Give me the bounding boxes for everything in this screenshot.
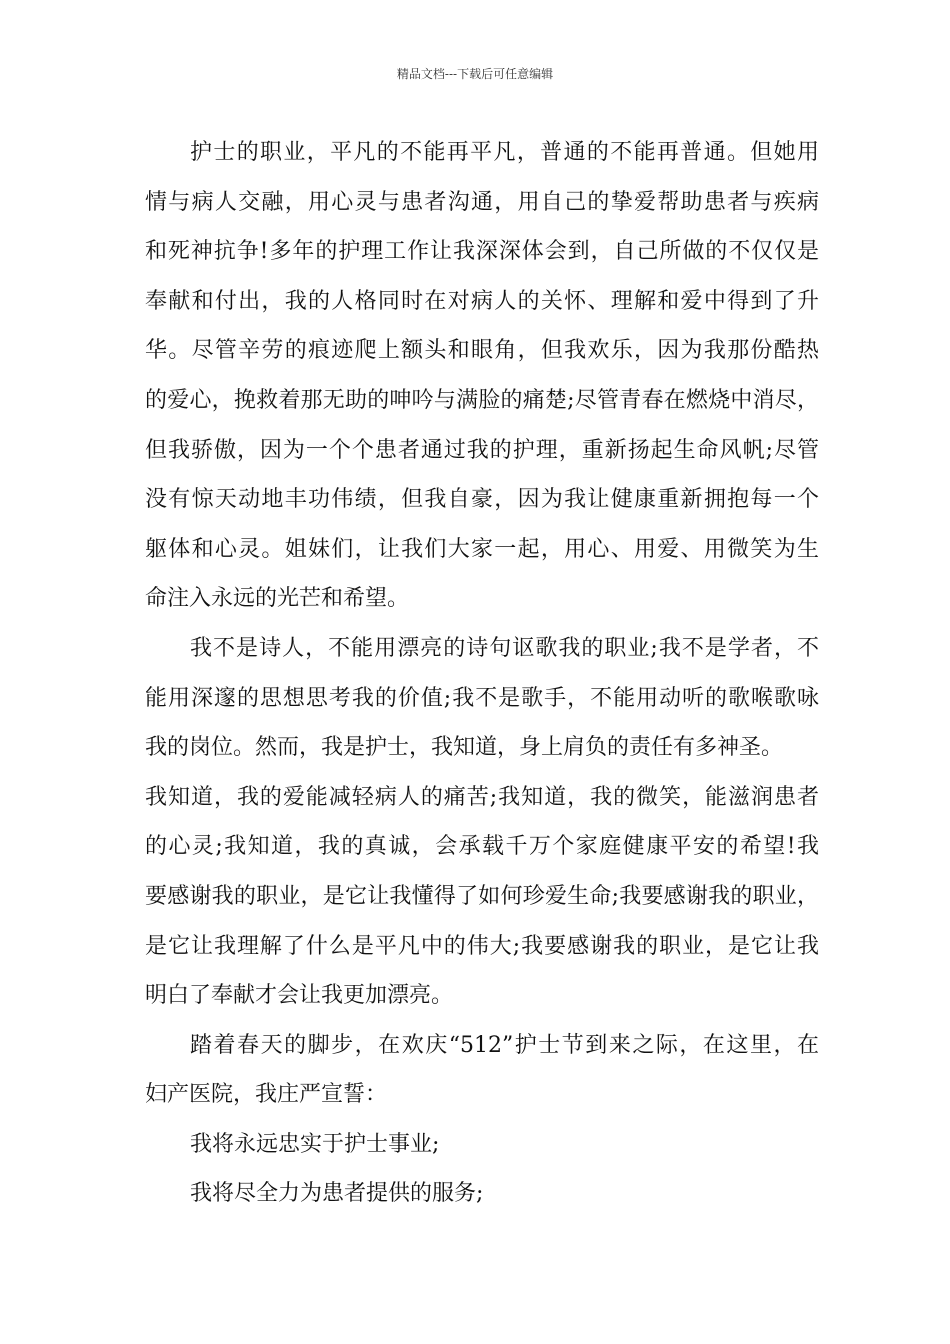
text-line: 情与病人交融，用心灵与患者沟通，用自己的挚爱帮助患者与疾病 [145, 189, 819, 215]
text-line: 我将尽全力为患者提供的服务; [190, 1181, 484, 1207]
text-line: 但我骄傲，因为一个个患者通过我的护理，重新扬起生命风帆;尽管 [145, 437, 819, 463]
text-line: 我不是诗人，不能用漂亮的诗句讴歌我的职业;我不是学者，不 [190, 635, 819, 661]
document-body [145, 128, 819, 1219]
text-line: 的心灵;我知道，我的真诚，会承载千万个家庭健康平安的希望!我 [145, 834, 819, 860]
text-line: 我将永远忠实于护士事业; [190, 1131, 440, 1157]
text-line: 踏着春天的脚步，在欢庆“512”护士节到来之际，在这里，在 [190, 1032, 819, 1058]
paragraph-2 [145, 624, 819, 1021]
text-line: 和死神抗争!多年的护理工作让我深深体会到，自己所做的不仅仅是 [145, 239, 819, 265]
text-line: 华。尽管辛劳的痕迹爬上额头和眼角，但我欢乐，因为我那份酷热 [145, 338, 819, 364]
page-header: 精品文档---下载后可任意编辑 [396, 67, 554, 81]
text-line: 是它让我理解了什么是平凡中的伟大;我要感谢我的职业，是它让我 [145, 933, 819, 959]
text-line: 的爱心，挽救着那无助的呻吟与满脸的痛楚;尽管青春在燃烧中消尽， [145, 387, 819, 413]
text-line: 能用深邃的思想思考我的价值;我不是歌手，不能用动听的歌喉歌咏 [145, 685, 819, 711]
paragraph-3 [145, 1021, 819, 1120]
text-line: 奉献和付出，我的人格同时在对病人的关怀、理解和爱中得到了升 [145, 288, 819, 314]
text-line: 妇产医院，我庄严宣誓： [145, 1082, 388, 1108]
paragraph-1 [145, 128, 819, 624]
text-line: 命注入永远的光芒和希望。 [145, 586, 410, 612]
text-line: 要感谢我的职业，是它让我懂得了如何珍爱生命;我要感谢我的职业， [145, 883, 819, 909]
text-line: 躯体和心灵。姐妹们，让我们大家一起，用心、用爱、用微笑为生 [145, 536, 819, 562]
text-line: 没有惊天动地丰功伟绩，但我自豪，因为我让健康重新拥抱每一个 [145, 487, 819, 513]
text-line: 我知道，我的爱能减轻病人的痛苦;我知道，我的微笑，能滋润患者 [145, 784, 819, 810]
paragraph-5 [145, 1169, 819, 1219]
text-line: 明白了奉献才会让我更加漂亮。 [145, 983, 454, 1009]
paragraph-4 [145, 1120, 819, 1170]
text-line: 护士的职业，平凡的不能再平凡，普通的不能再普通。但她用 [190, 140, 819, 165]
text-line: 我的岗位。然而，我是护士，我知道，身上肩负的责任有多神圣。 [145, 735, 784, 761]
